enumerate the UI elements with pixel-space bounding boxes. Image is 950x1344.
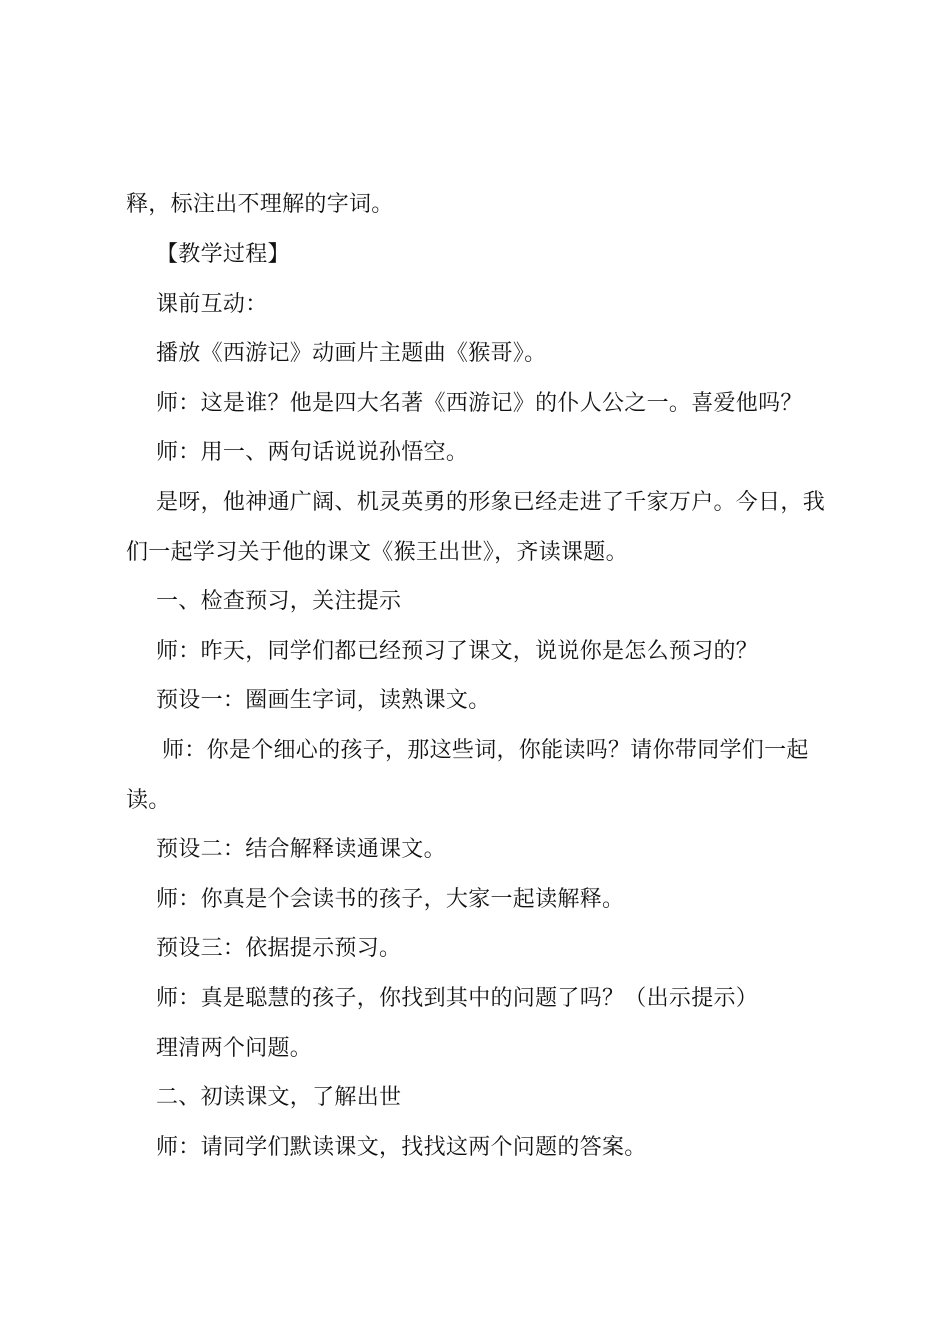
paragraph-teacher-describe: 师：用一、两句话说说孙悟空。 [156,440,469,465]
paragraph-scenario-one: 预设一：圈画生字词，读熟课文。 [156,688,491,713]
paragraph-continuation: 释，标注出不理解的字词。 [126,192,394,217]
paragraph-play-theme-song: 播放《西游记》动画片主题曲《猴哥》。 [156,341,547,366]
paragraph-scenario-two: 预设二：结合解释读通课文。 [156,837,446,862]
section-heading-teaching-process: 【教学过程】 [156,242,290,267]
paragraph-teacher-who-is-this: 师：这是谁？他是四大名著《西游记》的仆人公之一。喜爱他吗？ [156,391,803,416]
paragraph-teacher-good-reader: 师：你真是个会读书的孩子，大家一起读解释。 [156,887,625,912]
paragraph-teacher-silent-reading: 师：请同学们默读课文，找找这两个问题的答案。 [156,1135,647,1160]
section-heading-check-preview: 一、检查预习，关注提示 [156,589,402,614]
paragraph-pre-class-interaction: 课前互动： [156,292,268,317]
paragraph-clarify-questions: 理清两个问题。 [156,1036,313,1061]
section-heading-first-reading: 二、初读课文，了解出世 [156,1085,402,1110]
paragraph-teacher-careful-child: 师：你是个细心的孩子，那这些词，你能读吗？请你带同学们一起读。 [126,738,809,813]
paragraph-scenario-three: 预设三：依据提示预习。 [156,936,402,961]
paragraph-introduce-lesson: 是呀，他神通广阔、机灵英勇的形象已经走进了千家万户。今日，我们一起学习关于他的课文《猴王出世》，齐读课题。 [126,490,826,565]
paragraph-teacher-how-preview: 师：昨天，同学们都已经预习了课文，说说你是怎么预习的？ [156,639,759,664]
paragraph-teacher-smart-child: 师：真是聪慧的孩子，你找到其中的问题了吗？（出示提示） [156,986,759,1011]
